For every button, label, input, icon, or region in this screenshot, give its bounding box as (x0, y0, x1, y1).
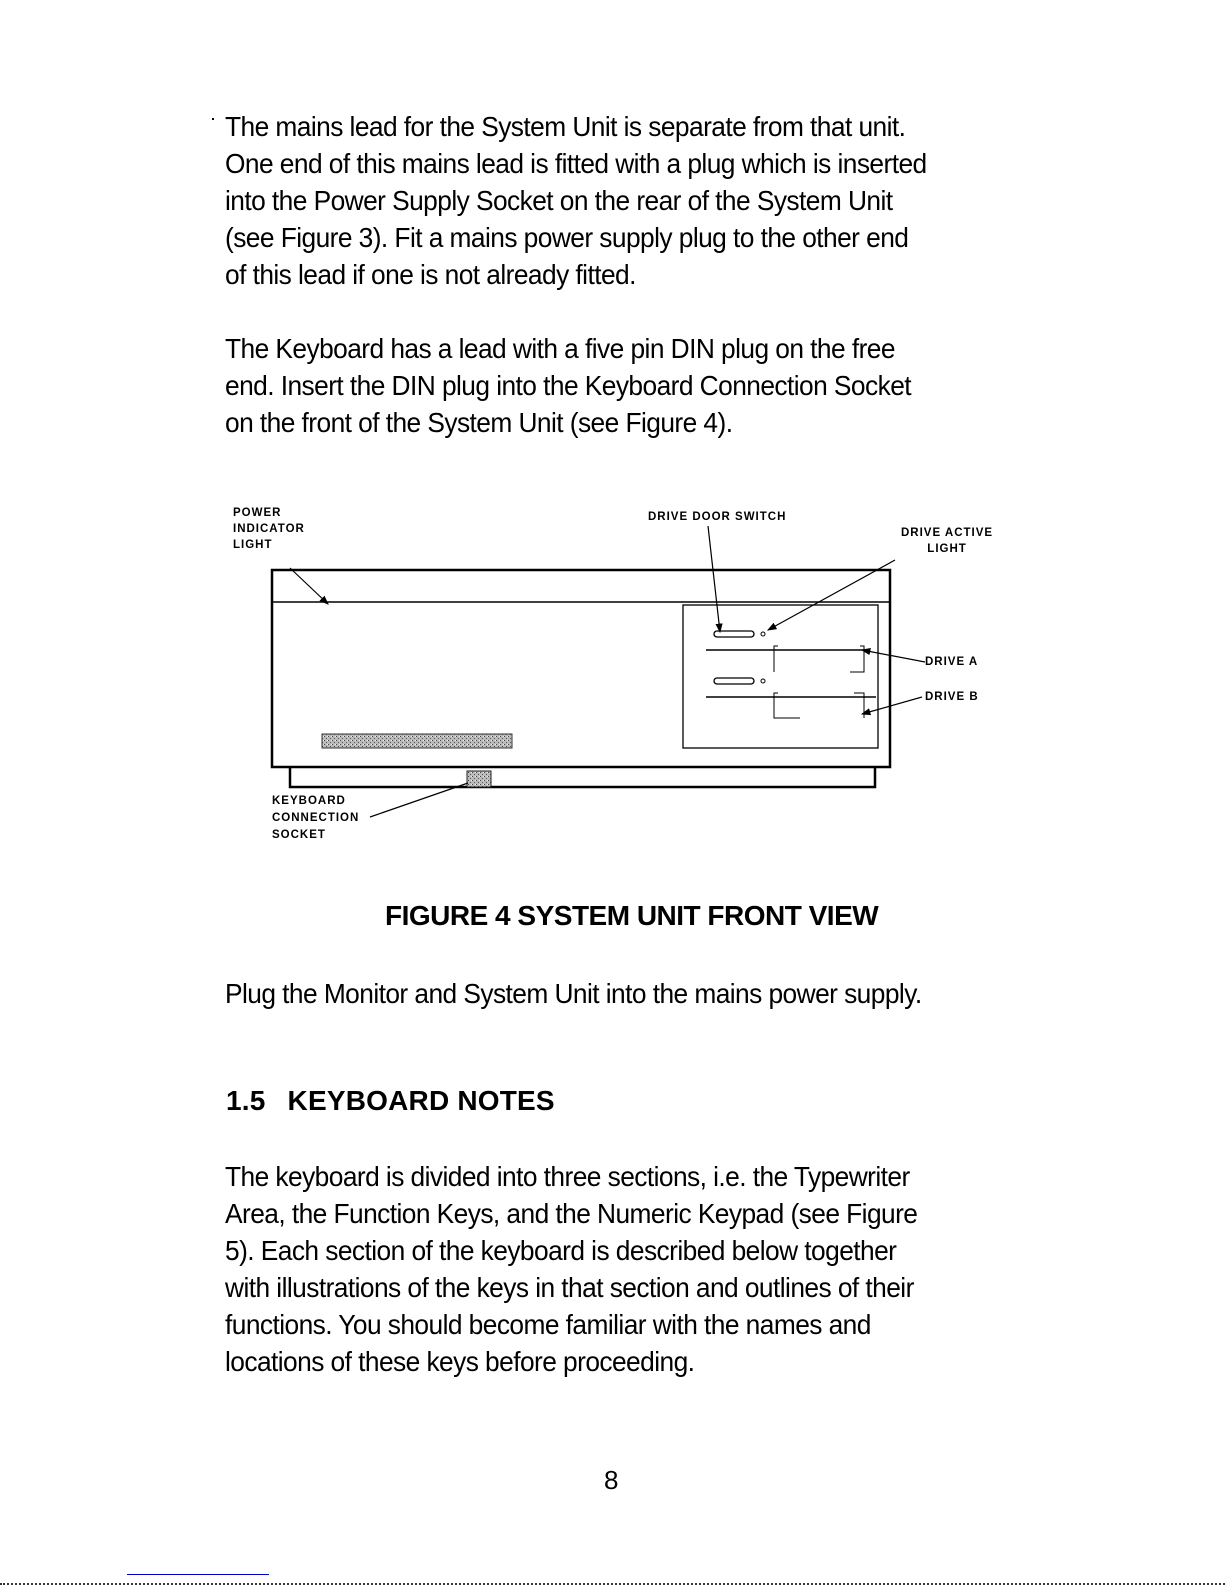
text-line: on the front of the System Unit (see Figure 4). (225, 407, 733, 438)
text-line: locations of these keys before proceeding. (225, 1346, 695, 1377)
text-line: 5). Each section of the keyboard is described below together (225, 1235, 897, 1266)
label-drive-door-switch: DRIVE DOOR SWITCH (648, 511, 787, 523)
paragraph-keyboard-sections (225, 1158, 968, 1380)
text-line: Area, the Function Keys, and the Numeric Keypad (see Figure (225, 1198, 918, 1229)
text-line: of this lead if one is not already fitted. (225, 259, 636, 290)
scan-speck (212, 118, 214, 120)
label-drive-b: DRIVE B (925, 691, 979, 703)
paragraph-keyboard-lead (225, 330, 968, 441)
text-line: (see Figure 3). Fit a mains power supply plug to the other end (225, 222, 909, 253)
label-power-indicator-light: POWER INDICATOR LIGHT (233, 507, 305, 551)
text-line: The Keyboard has a lead with a five pin DIN plug on the free (225, 333, 895, 364)
text-line: end. Insert the DIN plug into the Keyboard Connection Socket (225, 370, 912, 401)
text-line: One end of this mains lead is fitted with a plug which is inserted (225, 148, 927, 179)
footer-link-underline (127, 1574, 269, 1575)
paragraph-plug-in (225, 975, 968, 1012)
paragraph-mains-lead (225, 108, 968, 293)
label-keyboard-connection-socket: KEYBOARD CONNECTION SOCKET (272, 795, 360, 841)
page-number: 8 (604, 1465, 619, 1495)
text-line: with illustrations of the keys in that section and outlines of their (225, 1272, 914, 1303)
text-line: functions. You should become familiar with the names and (225, 1309, 871, 1340)
section-heading (226, 1085, 555, 1117)
text-line: The keyboard is divided into three sections, i.e. the Typewriter (225, 1161, 910, 1192)
figure-system-unit-front-view (225, 500, 1025, 850)
figure-caption: FIGURE 4 SYSTEM UNIT FRONT VIEW (385, 900, 879, 931)
text-line: Plug the Monitor and System Unit into the mains power supply. (225, 978, 922, 1009)
label-drive-a: DRIVE A (925, 656, 979, 668)
label-drive-active-light: DRIVE ACTIVE LIGHT (901, 527, 994, 555)
footer-divider (0, 1583, 1225, 1587)
section-number: 1.5 (226, 1085, 266, 1116)
text-line: The mains lead for the System Unit is separate from that unit. (225, 111, 906, 142)
section-title: KEYBOARD NOTES (287, 1085, 555, 1116)
text-line: into the Power Supply Socket on the rear of the System Unit (225, 185, 893, 216)
